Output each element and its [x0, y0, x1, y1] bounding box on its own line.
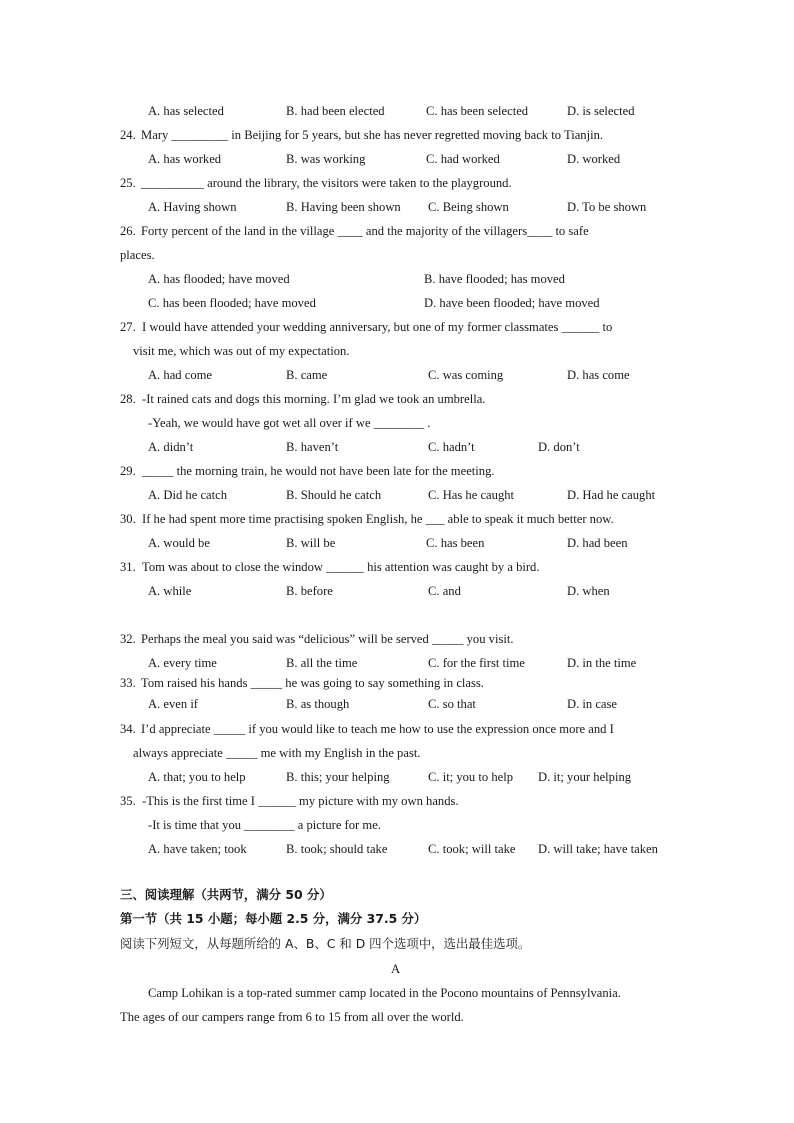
question-text-line1: Forty percent of the land in the village ____ and the majority of the villagers____ to safe	[141, 224, 589, 238]
question-text: _____ the morning train, he would not have been late for the meeting.	[142, 464, 495, 478]
question-text-line2: visit me, which was out of my expectation.	[133, 344, 350, 358]
option-c: C. has been flooded; have moved	[148, 296, 316, 310]
option-a: A. while	[148, 584, 192, 598]
question-text: Mary _________ in Beijing for 5 years, but she has never regretted moving back to Tianjin.	[141, 128, 604, 142]
option-a: A. that; you to help	[148, 770, 246, 784]
option-d: D. worked	[567, 152, 621, 166]
option-c: C. Has he caught	[428, 488, 515, 502]
option-b: B. came	[286, 368, 328, 382]
question-text-line1: I would have attended your wedding anniversary, but one of my former classmates ______ to	[142, 320, 613, 334]
question-text-line2: -Yeah, we would have got wet all over if we ________ .	[148, 416, 431, 430]
question-number: 26.	[120, 224, 136, 238]
option-c: C. for the first time	[428, 656, 525, 670]
option-a: A. has selected	[148, 104, 224, 118]
option-d: D. don’t	[538, 440, 580, 454]
option-d: D. had been	[567, 536, 628, 550]
option-c: C. had worked	[426, 152, 500, 166]
question-text-line2: always appreciate _____ me with my English in the past.	[133, 746, 421, 760]
section-heading: 三、阅读理解（共两节，满分 50 分）	[120, 887, 332, 902]
option-b: B. all the time	[286, 656, 358, 670]
question-number: 34.	[120, 722, 136, 736]
option-a: A. has worked	[148, 152, 222, 166]
option-a: A. have taken; took	[148, 842, 247, 856]
option-b: B. have flooded; has moved	[424, 272, 565, 286]
option-c: C. and	[428, 584, 461, 598]
option-a: A. didn’t	[148, 440, 194, 454]
option-d: D. in case	[567, 697, 618, 711]
option-b: B. was working	[286, 152, 366, 166]
option-a: A. Having shown	[148, 200, 237, 214]
option-b: B. before	[286, 584, 333, 598]
question-text-line1: -It rained cats and dogs this morning. I’m glad we took an umbrella.	[142, 392, 486, 406]
option-b: B. Should he catch	[286, 488, 382, 502]
option-d: D. has come	[567, 368, 630, 382]
option-b: B. haven’t	[286, 440, 339, 454]
option-d: D. when	[567, 584, 610, 598]
option-d: D. will take; have taken	[538, 842, 658, 856]
question-text: Perhaps the meal you said was “delicious” will be served _____ you visit.	[141, 632, 514, 646]
option-d: D. is selected	[567, 104, 635, 118]
option-a: A. Did he catch	[148, 488, 228, 502]
option-d: D. To be shown	[567, 200, 647, 214]
option-b: B. took; should take	[286, 842, 388, 856]
passage-line: Camp Lohikan is a top-rated summer camp located in the Pocono mountains of Pennsylvania.	[148, 986, 621, 1000]
option-d: D. it; your helping	[538, 770, 632, 784]
option-b: B. will be	[286, 536, 336, 550]
question-number: 35.	[120, 794, 136, 808]
option-c: C. hadn’t	[428, 440, 475, 454]
part-heading: 第一节（共 15 小题；每小题 2.5 分，满分 37.5 分）	[120, 911, 427, 926]
question-number: 25.	[120, 176, 136, 190]
option-a: A. every time	[148, 656, 217, 670]
option-b: B. this; your helping	[286, 770, 390, 784]
option-d: D. have been flooded; have moved	[424, 296, 600, 310]
option-c: C. so that	[428, 697, 476, 711]
question-text: Tom was about to close the window ______ his attention was caught by a bird.	[142, 560, 540, 574]
option-c: C. has been selected	[426, 104, 529, 118]
question-text-line2: places.	[120, 248, 155, 262]
option-c: C. has been	[426, 536, 485, 550]
option-c: C. took; will take	[428, 842, 516, 856]
option-a: A. would be	[148, 536, 210, 550]
instruction: 阅读下列短文，从每题所给的 A、B、C 和 D 四个选项中，选出最佳选项。	[120, 936, 531, 951]
question-number: 33.	[120, 676, 136, 690]
question-number: 31.	[120, 560, 136, 574]
option-b: B. Having been shown	[286, 200, 401, 214]
option-c: C. was coming	[428, 368, 504, 382]
question-text: Tom raised his hands _____ he was going to say something in class.	[141, 676, 484, 690]
question-number: 28.	[120, 392, 136, 406]
option-c: C. it; you to help	[428, 770, 514, 784]
question-number: 27.	[120, 320, 136, 334]
option-b: B. as though	[286, 697, 350, 711]
option-a: A. has flooded; have moved	[148, 272, 290, 286]
option-d: D. Had he caught	[567, 488, 656, 502]
question-number: 24.	[120, 128, 136, 142]
question-number: 32.	[120, 632, 136, 646]
passage-label: A	[391, 962, 401, 976]
question-number: 30.	[120, 512, 136, 526]
option-a: A. even if	[148, 697, 199, 711]
question-text-line1: I’d appreciate _____ if you would like to teach me how to use the expression once more and I	[141, 722, 614, 736]
option-d: D. in the time	[567, 656, 637, 670]
option-a: A. had come	[148, 368, 212, 382]
question-text-line1: -This is the first time I ______ my picture with my own hands.	[142, 794, 459, 808]
option-c: C. Being shown	[428, 200, 509, 214]
passage-line: The ages of our campers range from 6 to 15 from all over the world.	[120, 1010, 464, 1024]
question-text: If he had spent more time practising spoken English, he ___ able to speak it much better now.	[142, 512, 614, 526]
option-b: B. had been elected	[286, 104, 385, 118]
question-text: __________ around the library, the visitors were taken to the playground.	[141, 176, 512, 190]
question-number: 29.	[120, 464, 136, 478]
question-text-line2: -It is time that you ________ a picture for me.	[148, 818, 381, 832]
